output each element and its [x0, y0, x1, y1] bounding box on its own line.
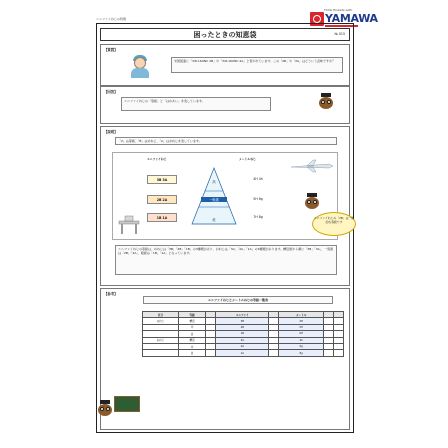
worker-illustration [131, 57, 151, 81]
table-row [143, 350, 344, 356]
answer-section [100, 86, 350, 124]
table-cell: 4H [279, 318, 324, 324]
table-cell: 6g [279, 343, 324, 349]
table-header-cell: ユニファイ [216, 312, 269, 318]
table-cell: 3A [216, 337, 269, 343]
question-label: 【質問】 [104, 48, 118, 52]
table-cell: めねじ [143, 318, 179, 324]
explanation-body: ユニファイねじの等級は、めねじは「3B」「2B」「1B」の3種類があり、おねじは「3A」「2A」「1A」の3種類があります。精密級から順に「3B」「3A」、一般級は「2B」「2A」、粗級は「1B」「1A」となっています。 [115, 245, 337, 275]
table-header-cell: メートル [279, 312, 324, 318]
header-category: ユニファイねじの特徴 [96, 17, 126, 21]
table-cell: 1B [216, 331, 269, 337]
left-row-1: 3B 3A [147, 175, 177, 184]
reference-table [142, 311, 344, 357]
brand-name: YAMAWA [325, 12, 378, 25]
table-cell [323, 350, 333, 356]
table-cell [333, 350, 343, 356]
table-cell: 5H [279, 324, 324, 330]
table-cell [269, 350, 279, 356]
owl-professor-icon [319, 93, 333, 109]
callout-bubble: ユニファイねじの「2B」は一般的な等級です [312, 212, 356, 236]
diagram-right-title: メートルねじ [239, 157, 256, 161]
table-cell: 並 [178, 331, 205, 337]
question-text: 米国図面に「3/8-16UNC 2B」や「3/8-16UNC 2A」と書かれています。この「2B」や「2A」はどういう意味ですか？ [171, 57, 343, 73]
right-row-1: 4H 4h [253, 177, 263, 181]
page-title: 困ったときの知恵袋 [193, 31, 257, 39]
thread-class-diagram [112, 152, 338, 240]
table-cell: 2A [216, 343, 269, 349]
table-cell: 精密 [178, 337, 205, 343]
right-row-3: 7H 8g [253, 215, 263, 219]
right-row-2: 5H 6g [253, 197, 263, 201]
left-row-2: 2B 2A [147, 195, 177, 204]
table-cell: 4h [279, 337, 324, 343]
left-row-3: 1B 1A [147, 213, 177, 222]
brand-tagline: Think threads with [324, 8, 352, 12]
table-cell [143, 350, 179, 356]
table-cell: 8g [279, 350, 324, 356]
doc-number: № 015 [334, 32, 345, 36]
title-bar [100, 28, 350, 41]
table-header-cell: 等級 [178, 312, 205, 318]
triangle-bottom: 低 [212, 218, 216, 222]
table-cell: 中 [178, 324, 205, 330]
table-cell: 6H [279, 331, 324, 337]
question-section [100, 44, 350, 86]
triangle-top: 高 [212, 180, 216, 184]
triangle-middle: 一般級 [201, 197, 227, 202]
owl-assistant-icon [305, 193, 319, 209]
table-cell: 3B [216, 318, 269, 324]
table-cell: 2B [216, 324, 269, 330]
table-header-cell: 区分 [143, 312, 179, 318]
airplane-icon [289, 159, 335, 173]
answer-text: ユニファイねじの「等級」と「はめあい」を表しています。 [121, 97, 271, 111]
owl-footer-icon [98, 400, 112, 416]
table-cell: 中 [178, 343, 205, 349]
diagram-left-title: ユニファイねじ [147, 157, 167, 161]
table-cell [206, 350, 216, 356]
table-cell: 並 [178, 350, 205, 356]
workbench-icon [117, 213, 141, 235]
table-cell: おねじ [143, 337, 179, 343]
answer-label: 【回答】 [104, 90, 118, 94]
table-cell: 1A [216, 350, 269, 356]
reference-label: 【参考】 [104, 292, 118, 296]
table-cell: 精密 [178, 318, 205, 324]
explanation-label: 【説明】 [104, 130, 118, 134]
reference-title: ユニファイねじとメートルねじの等級一覧表 [143, 296, 333, 304]
body-icon [131, 68, 149, 78]
chalkboard-icon [114, 396, 140, 412]
explanation-intro: 「2」は等級、「B」はめねじ、「A」はおねじを表しています。 [115, 137, 337, 145]
